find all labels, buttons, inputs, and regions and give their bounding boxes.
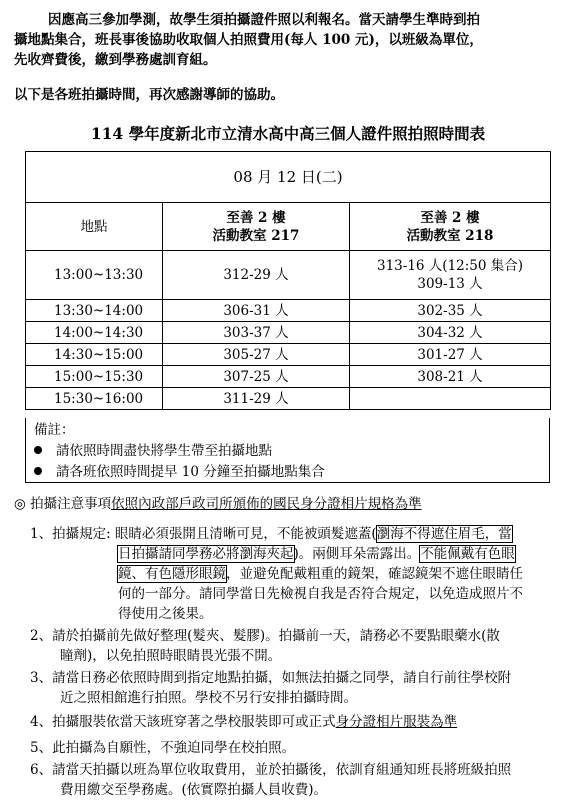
rule-1-line-4: 何的一部分。請同學當日先檢視自我是否符合規定，以免造成照片不 [118, 586, 523, 602]
room-217-building: 至善 2 樓 [226, 209, 286, 226]
header-row [26, 203, 551, 251]
note-item [34, 463, 325, 481]
room-217-class: 311-29 人 [163, 388, 350, 410]
section-standard: 依照內政部戶政司所頒佈的國民身分證相片規格為準 [111, 496, 422, 512]
rule-text: )。兩側耳朵需露出。 [293, 546, 421, 562]
room-218-class-line: 309-13 人 [417, 276, 483, 292]
bullet-icon [34, 446, 42, 454]
intro-line-3: 先收齊費後，繳到學務處訓育組。 [14, 52, 217, 68]
time-slot: 13:00~13:30 [26, 251, 163, 300]
rule-5: 5、此拍攝為自願性，不強迫同學在校拍照。 [30, 740, 296, 756]
time-slot: 14:00~14:30 [26, 322, 163, 344]
time-slot: 14:30~15:00 [26, 344, 163, 366]
rule-2-line-1: 2、請於拍攝前先做好整理(髮夾、髮膠)。拍攝前一天，請務必不要點眼藥水(散 [30, 628, 500, 644]
room-218-class [350, 251, 551, 300]
room-218-class: 304-32 人 [350, 322, 551, 344]
place-header: 地點 [26, 203, 163, 251]
note-item [34, 442, 272, 460]
rule-1-line-5: 得使用之後果。 [118, 606, 213, 622]
notes-title: 備註： [34, 422, 75, 438]
section-heading [14, 495, 422, 513]
bangs-note: 日拍攝請同學務必將瀏海夾起 [118, 546, 294, 562]
rule-text: 1、拍攝規定: 眼睛必須張開且清晰可見，不能被頭髮遮蓋( [30, 526, 377, 542]
schedule-table [25, 151, 551, 410]
table-row [26, 322, 551, 344]
time-slot: 15:00~15:30 [26, 366, 163, 388]
rule-1-line-2 [118, 545, 515, 563]
glasses-note: 不能佩戴有色眼 [420, 546, 515, 562]
room-217-class: 303-37 人 [163, 322, 350, 344]
table-row [26, 251, 551, 300]
bangs-note: 瀏海不得遮住眉毛，當 [376, 526, 512, 542]
glasses-note: 鏡、有色隱形眼鏡 [118, 566, 226, 582]
room-218-class: 301-27 人 [350, 344, 551, 366]
room-217-class: 306-31 人 [163, 300, 350, 322]
rule-1-line-1 [30, 525, 512, 543]
section-prefix: ◎ 拍攝注意事項 [14, 496, 112, 512]
notes-box [25, 418, 550, 483]
table-row [26, 388, 551, 410]
rule-2-line-2: 瞳劑)，以免拍照時眼睛畏光張不開。 [60, 648, 282, 664]
intro-line-1: 因應高三參加學測，故學生須拍攝證件照以利報名。當天請學生準時到拍 [48, 12, 480, 28]
rule-3-line-1: 3、請當日務必依照時間到指定地點拍攝，如無法拍攝之同學，請自行前往學校附 [30, 670, 512, 686]
note-text: 請各班依照時間提早 10 分鐘至拍攝地點集合 [56, 464, 325, 480]
schedule-date: 08 月 12 日(二) [26, 152, 551, 203]
rule-1-line-3 [118, 565, 523, 583]
room-217-class: 307-25 人 [163, 366, 350, 388]
table-row [26, 300, 551, 322]
rule-4 [30, 713, 457, 731]
date-row [26, 152, 551, 203]
room-218-name: 活動教室 218 [406, 227, 494, 244]
room-218-class-line: 313-16 人(12:50 集合) [377, 258, 524, 274]
intro-line-2: 攝地點集合，班長事後協助收取個人拍照費用(每人 100 元)，以班級為單位， [14, 32, 483, 48]
room-218-header [350, 203, 551, 251]
note-text: 請依照時間盡快將學生帶至拍攝地點 [56, 443, 272, 459]
table-row [26, 344, 551, 366]
room-217-class: 305-27 人 [163, 344, 350, 366]
room-218-class: 308-21 人 [350, 366, 551, 388]
room-217-header [163, 203, 350, 251]
table-row [26, 366, 551, 388]
room-218-class [350, 388, 551, 410]
room-218-class: 302-35 人 [350, 300, 551, 322]
room-218-building: 至善 2 樓 [420, 209, 480, 226]
rule-underlined: 身分證相片服裝為準 [335, 714, 458, 730]
rule-text: ，並避免配戴粗重的鏡架，確認鏡架不遮住眼睛任 [226, 566, 523, 582]
room-217-class: 312-29 人 [163, 251, 350, 300]
bullet-icon [34, 467, 42, 475]
time-slot: 13:30~14:00 [26, 300, 163, 322]
rule-6-line-2: 費用繳交至學務處。(依實際拍攝人員收費)。 [60, 782, 328, 798]
room-217-name: 活動教室 217 [212, 227, 300, 244]
time-slot: 15:30~16:00 [26, 388, 163, 410]
rule-6-line-1: 6、請當天拍攝以班為單位收取費用，並於拍攝後，依訓育組通知班長將班級拍照 [30, 762, 512, 778]
intro-line-4: 以下是各班拍攝時間，再次感謝導師的協助。 [14, 87, 284, 103]
page-title: 114 學年度新北市立清水高中高三個人證件照拍照時間表 [90, 124, 486, 143]
rule-3-line-2: 近之照相館進行拍照。學校不另行安排拍攝時間。 [60, 690, 357, 706]
rule-text: 4、拍攝服裝依當天該班穿著之學校服裝即可或正式 [30, 714, 336, 730]
